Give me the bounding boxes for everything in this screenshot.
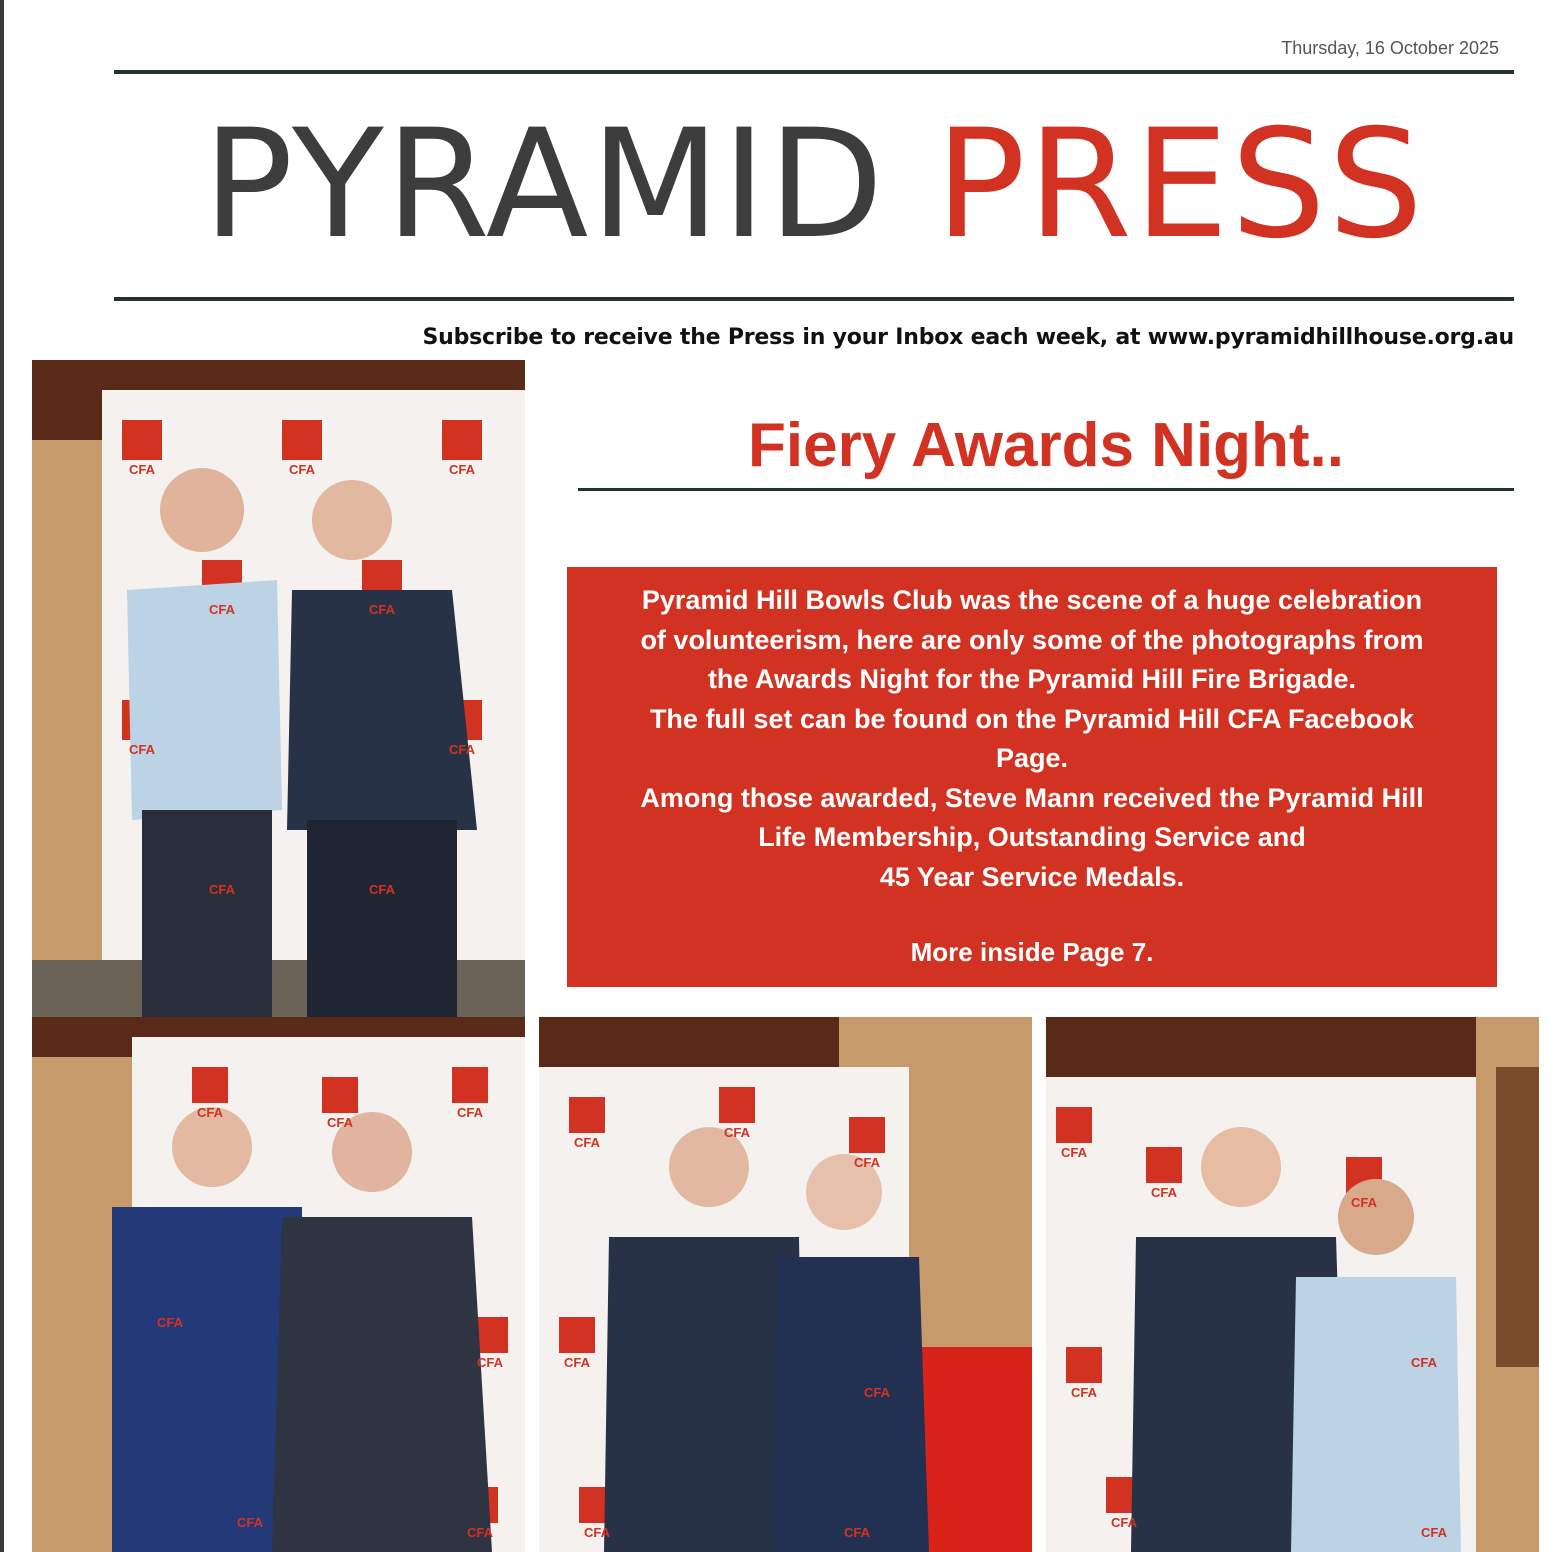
cfa-banner-label: CFA bbox=[1071, 1385, 1097, 1400]
cfa-banner-label: CFA bbox=[467, 1525, 493, 1540]
cfa-banner-label: CFA bbox=[1061, 1145, 1087, 1160]
masthead-word-press: PRESS bbox=[935, 98, 1426, 272]
article-body-line: The full set can be found on the Pyramid Hill CFA Facebook bbox=[649, 703, 1415, 734]
masthead-top-rule bbox=[114, 70, 1514, 74]
article-summary-box bbox=[567, 567, 1497, 987]
article-headline: Fiery Awards Night.. bbox=[747, 411, 1345, 480]
cfa-banner-label: CFA bbox=[854, 1155, 880, 1170]
cfa-banner-label: CFA bbox=[584, 1525, 610, 1540]
cfa-banner-label: CFA bbox=[844, 1525, 870, 1540]
masthead-word-pyramid: PYRAMID bbox=[202, 98, 886, 272]
awards-photo-4 bbox=[1046, 1017, 1539, 1552]
cfa-banner-label: CFA bbox=[574, 1135, 600, 1150]
article-body-line: 45 Year Service Medals. bbox=[879, 861, 1185, 892]
cfa-banner-label: CFA bbox=[724, 1125, 750, 1140]
cfa-banner-label: CFA bbox=[864, 1385, 890, 1400]
cfa-banner-label: CFA bbox=[289, 462, 315, 477]
cfa-banner-label: CFA bbox=[129, 462, 155, 477]
cfa-banner-label: CFA bbox=[1151, 1185, 1177, 1200]
cfa-banner-label: CFA bbox=[1411, 1355, 1437, 1370]
cfa-banner-label: CFA bbox=[1351, 1195, 1377, 1210]
cfa-banner-label: CFA bbox=[129, 742, 155, 757]
cfa-banner-label: CFA bbox=[369, 602, 395, 617]
cfa-banner-label: CFA bbox=[237, 1515, 263, 1530]
awards-photo-3 bbox=[539, 1017, 1032, 1552]
issue-date: Thursday, 16 October 2025 bbox=[1281, 38, 1499, 58]
awards-photo-2 bbox=[32, 1017, 525, 1552]
more-inside-link[interactable]: More inside Page 7. bbox=[910, 937, 1154, 967]
article-body-line: Among those awarded, Steve Mann received the Pyramid Hill bbox=[640, 782, 1424, 813]
cfa-banner-label: CFA bbox=[457, 1105, 483, 1120]
cfa-banner-label: CFA bbox=[327, 1115, 353, 1130]
cfa-banner-label: CFA bbox=[157, 1315, 183, 1330]
headline-rule bbox=[578, 488, 1514, 491]
cfa-banner-label: CFA bbox=[477, 1355, 503, 1370]
cfa-banner-label: CFA bbox=[1421, 1525, 1447, 1540]
cfa-banner-label: CFA bbox=[1111, 1515, 1137, 1530]
page-left-edge bbox=[0, 0, 4, 1552]
cfa-banner-label: CFA bbox=[209, 602, 235, 617]
article-body-line: Page. bbox=[995, 743, 1069, 773]
article-body-line: the Awards Night for the Pyramid Hill Fire Brigade. bbox=[707, 664, 1357, 694]
cfa-banner-label: CFA bbox=[197, 1105, 223, 1120]
cfa-banner-label: CFA bbox=[209, 882, 235, 897]
awards-photo-1 bbox=[32, 360, 525, 1017]
article-body-line: of volunteerism, here are only some of the photographs from bbox=[640, 624, 1424, 655]
article-body-line: Life Membership, Outstanding Service and bbox=[758, 822, 1306, 852]
article-body-line: Pyramid Hill Bowls Club was the scene of a huge celebration bbox=[641, 585, 1423, 615]
masthead-bottom-rule bbox=[114, 297, 1514, 301]
masthead bbox=[114, 100, 1514, 270]
cfa-banner-label: CFA bbox=[369, 882, 395, 897]
cfa-banner-label: CFA bbox=[449, 742, 475, 757]
subscribe-line[interactable]: Subscribe to receive the Press in your Inbox each week, at www.pyramidhillhouse.org.au bbox=[422, 325, 1514, 350]
cfa-banner-label: CFA bbox=[449, 462, 475, 477]
cfa-banner-label: CFA bbox=[564, 1355, 590, 1370]
